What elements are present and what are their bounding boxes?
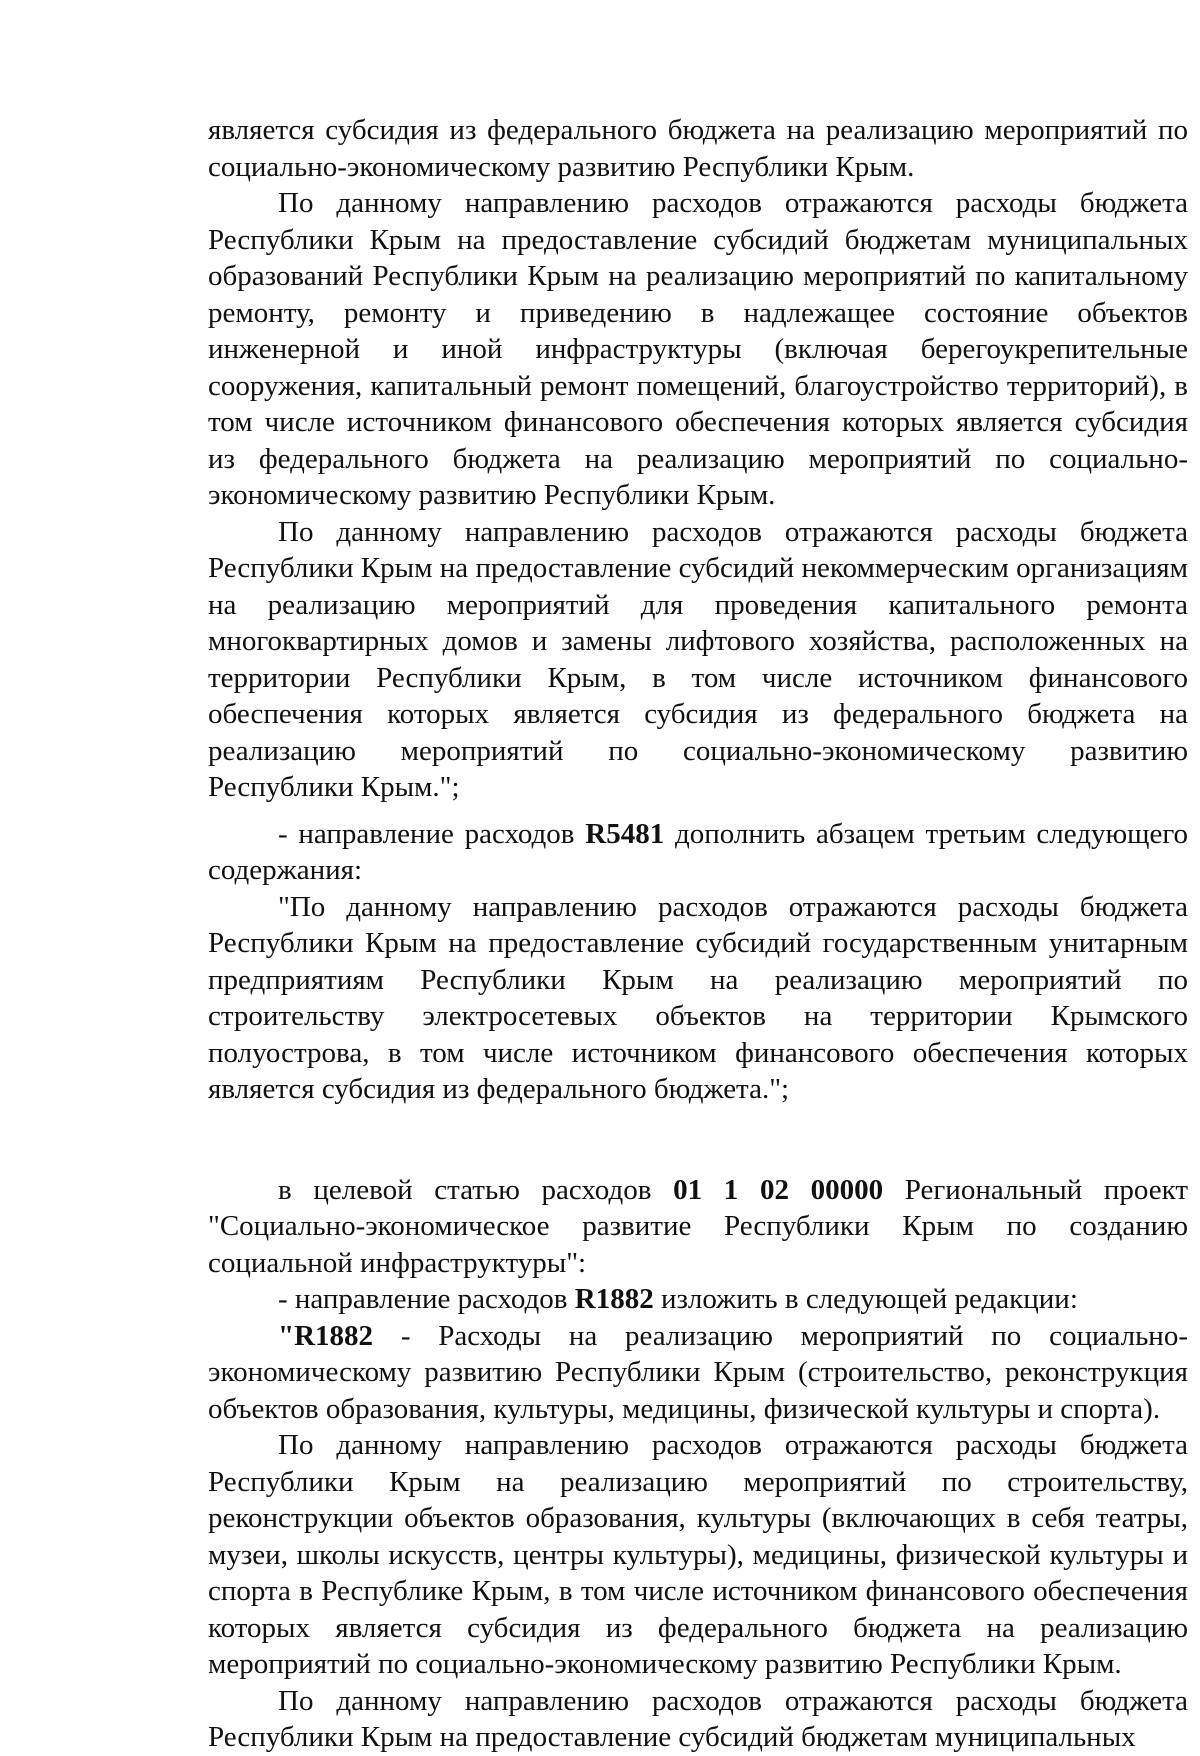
paragraph-construction: По данному направлению расходов отражаются расходы бюджета Республики Крым на реализацию мероприятий по строительству, реконструкции объектов образования, культуры (включающих в себя театры, музеи, школы искусств, центры культуры), медицины, физической культуры и спорта в Республике Крым, в том числе источником финансового обеспечения которых является субсидия из федерального бюджета на реализацию мероприятий по социально-экономическому развитию Республики Крым.	[208, 1429, 1188, 1680]
text-after: изложить в следующей редакции:	[653, 1283, 1078, 1315]
paragraph-municipal-subsidies: По данному направлению расходов отражаются расходы бюджета Республики Крым на предоставление субсидий бюджетам муниципальных образований Республики Крым на реализацию мероприятий по капитальному ремонту, ремонту и приведению в надлежащее состояние объектов инженерной и иной инфраструктуры (включая берегоукрепительные сооружения, капитальный ремонт помещений, благоустройство территорий), в том числе источником финансового обеспечения которых является субсидия из федерального бюджета на реализацию мероприятий по социально-экономическому развитию Республики Крым.	[208, 187, 1188, 511]
expense-code: R5481	[585, 817, 665, 850]
text-after: - Расходы на реализацию мероприятий по социально-экономическому развитию Республики Крым (строительство, реконструкция объектов образования, культуры, медицины, физической культуры и спорта).	[208, 1319, 1188, 1425]
paragraph-r1882-title	[208, 1318, 1188, 1428]
paragraph-continuation: является субсидия из федерального бюджета на реализацию мероприятий по социально-экономическому развитию Республики Крым.	[208, 114, 1188, 183]
paragraph-r5481-amendment	[208, 816, 1188, 889]
text-after: Региональный проект "Социально-экономическое развитие Республики Крым по созданию социальной инфраструктуры":	[208, 1173, 1188, 1279]
text-before: - направление расходов	[278, 817, 586, 850]
paragraph-r1882-amendment	[208, 1281, 1188, 1318]
document-page	[208, 112, 1188, 1756]
text-before: в целевой статью расходов	[278, 1173, 674, 1206]
paragraph-target-article	[208, 1172, 1188, 1282]
target-article-code: 01 1 02 00000	[673, 1173, 884, 1206]
paragraph-nonprofit-subsidies: По данному направлению расходов отражаются расходы бюджета Республики Крым на предоставление субсидий некоммерческим организациям на реализацию мероприятий для проведения капитального ремонта многоквартирных домов и замены лифтового хозяйства, расположенных на территории Республики Крым, в том числе источником финансового обеспечения которых является субсидия из федерального бюджета на реализацию мероприятий по социально-экономическому развитию Республики Крым.";	[208, 515, 1188, 803]
expense-code: R1882	[574, 1283, 654, 1315]
text-before: - направление расходов	[278, 1283, 575, 1315]
expense-code: "R1882	[278, 1319, 374, 1352]
text-after: дополнить абзацем третьим следующего содержания:	[208, 817, 1188, 886]
paragraph-r5481-text: "По данному направлению расходов отражаются расходы бюджета Республики Крым на предоставление субсидий государственным унитарным предприятиям Республики Крым на реализацию мероприятий по строительству электросетевых объектов на территории Крымского полуострова, в том числе источником финансового обеспечения которых является субсидия из федерального бюджета.";	[208, 890, 1188, 1105]
paragraph-municipal-budgets: По данному направлению расходов отражаются расходы бюджета Республики Крым на предоставление субсидий бюджетам муниципальных	[208, 1684, 1188, 1753]
